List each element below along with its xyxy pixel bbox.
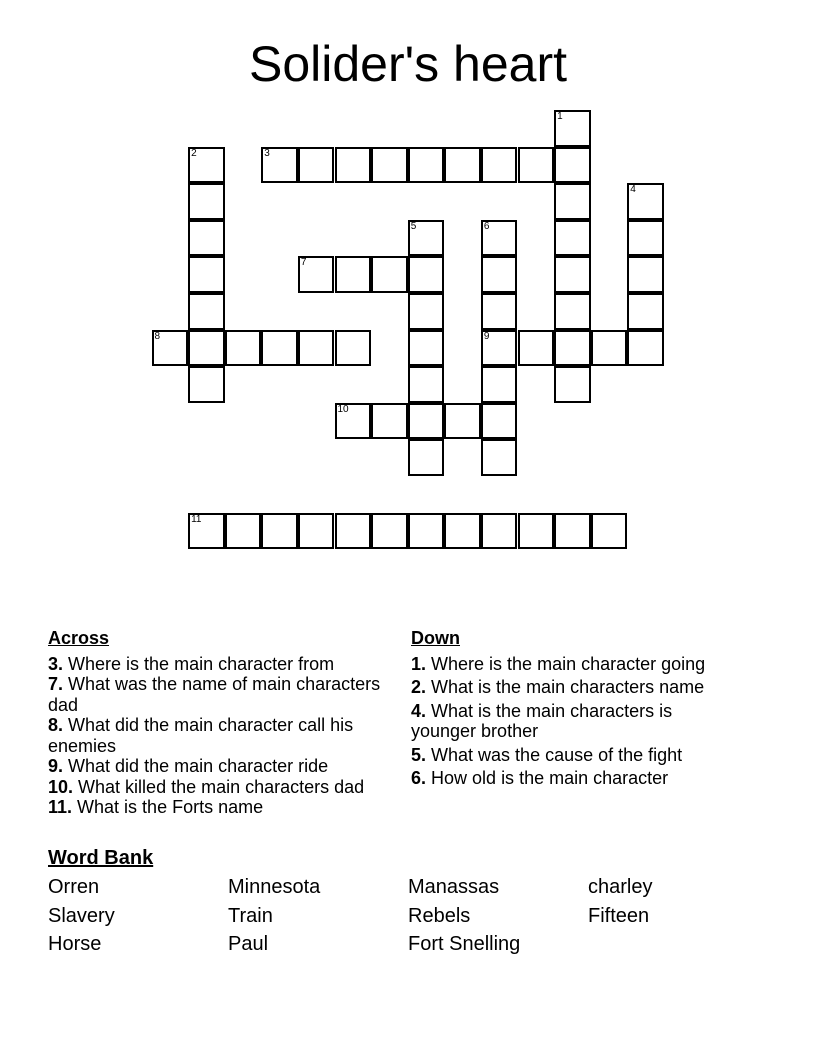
grid-cell[interactable]	[554, 220, 591, 257]
across-clue-3: 3. Where is the main character from	[48, 653, 335, 674]
clue-number: 7	[300, 257, 307, 269]
grid-cell[interactable]	[481, 256, 518, 293]
down-clue-1: 1. Where is the main character going	[411, 653, 706, 674]
clue-number: 6	[483, 220, 490, 232]
word-bank-word: Paul	[228, 933, 269, 955]
grid-cell[interactable]	[188, 147, 225, 184]
grid-cell[interactable]	[518, 330, 555, 367]
grid-cell[interactable]	[627, 220, 664, 257]
word-bank-word: Rebels	[408, 905, 471, 927]
grid-cell[interactable]	[481, 293, 518, 330]
grid-cell[interactable]	[627, 256, 664, 293]
grid-cell[interactable]	[554, 110, 591, 147]
down-clues	[411, 628, 741, 789]
down-heading: Down	[411, 628, 460, 648]
word-bank-word: Manassas	[408, 876, 500, 898]
word-bank-word: Train	[228, 905, 273, 927]
grid-cell[interactable]	[444, 513, 481, 550]
grid-cell[interactable]	[408, 513, 445, 550]
across-heading: Across	[48, 628, 110, 648]
grid-cell[interactable]	[261, 147, 298, 184]
grid-cell[interactable]	[444, 403, 481, 440]
grid-cell[interactable]	[444, 147, 481, 184]
grid-cell[interactable]	[261, 513, 298, 550]
word-bank-word: Slavery	[48, 905, 115, 927]
grid-cell[interactable]	[371, 147, 408, 184]
grid-cell[interactable]	[225, 513, 262, 550]
grid-cell[interactable]	[554, 513, 591, 550]
grid-cell[interactable]	[518, 147, 555, 184]
grid-cell[interactable]	[554, 330, 591, 367]
grid-cell[interactable]	[335, 256, 372, 293]
across-clue-9: 9. What did the main character ride	[48, 756, 329, 776]
grid-cell[interactable]	[188, 293, 225, 330]
puzzle-title: Solider's heart	[248, 36, 568, 92]
clue-number: 9	[483, 330, 490, 342]
clue-number: 5	[410, 220, 417, 232]
grid-cell[interactable]	[554, 366, 591, 403]
across-clue-10: 10. What killed the main characters dad	[48, 776, 365, 797]
grid-cell[interactable]	[481, 220, 518, 257]
word-bank-word: Fifteen	[588, 905, 650, 927]
grid-cell[interactable]	[408, 147, 445, 184]
grid-cell[interactable]	[335, 330, 372, 367]
grid-cell[interactable]	[335, 513, 372, 550]
down-clue-5: 5. What was the cause of the fight	[411, 744, 683, 765]
clue-number: 1	[557, 111, 563, 122]
grid-cell[interactable]	[298, 256, 335, 293]
clue-number: 10	[337, 403, 349, 415]
grid-cell[interactable]	[554, 256, 591, 293]
grid-cell[interactable]	[225, 330, 262, 367]
grid-cell[interactable]	[371, 256, 408, 293]
down-clue-6: 6. How old is the main character	[411, 768, 669, 788]
grid-cell[interactable]	[188, 256, 225, 293]
grid-cell[interactable]	[188, 513, 225, 550]
across-clues	[48, 628, 388, 818]
word-bank-word: charley	[588, 876, 653, 898]
word-bank-word: Minnesota	[228, 876, 321, 898]
grid-cell[interactable]	[408, 256, 445, 293]
grid-cell[interactable]	[591, 330, 628, 367]
grid-cell[interactable]	[481, 403, 518, 440]
grid-cell[interactable]	[627, 183, 664, 220]
grid-cell[interactable]	[481, 366, 518, 403]
clue-number: 3	[264, 147, 270, 159]
grid-cell[interactable]	[152, 330, 189, 367]
grid-cell[interactable]	[481, 513, 518, 550]
grid-cell[interactable]	[298, 330, 335, 367]
grid-cell[interactable]	[335, 403, 372, 440]
grid-cell[interactable]	[298, 147, 335, 184]
grid-cell[interactable]	[408, 330, 445, 367]
clue-number: 2	[191, 147, 197, 159]
grid-cell[interactable]	[627, 330, 664, 367]
word-bank-word: Orren	[48, 876, 100, 898]
word-bank-heading: Word Bank	[48, 847, 154, 869]
grid-cell[interactable]	[591, 513, 628, 550]
grid-cell[interactable]	[188, 330, 225, 367]
grid-cell[interactable]	[371, 513, 408, 550]
grid-cell[interactable]	[408, 366, 445, 403]
grid-cell[interactable]	[554, 147, 591, 184]
grid-cell[interactable]	[408, 403, 445, 440]
grid-cell[interactable]	[188, 183, 225, 220]
grid-cell[interactable]	[481, 330, 518, 367]
grid-cell[interactable]	[335, 147, 372, 184]
grid-cell[interactable]	[627, 293, 664, 330]
clue-number: 8	[154, 330, 161, 342]
grid-cell[interactable]	[481, 147, 518, 184]
grid-cell[interactable]	[408, 439, 445, 476]
down-clue-4: 4. What is the main characters is younger brother	[411, 700, 673, 741]
across-clue-7: 7. What was the name of main characters dad	[48, 674, 381, 715]
grid-cell[interactable]	[371, 403, 408, 440]
across-clue-8: 8. What did the main character call his enemies	[48, 715, 354, 756]
grid-cell[interactable]	[554, 293, 591, 330]
grid-cell[interactable]	[261, 330, 298, 367]
grid-cell[interactable]	[298, 513, 335, 550]
clue-number: 4	[630, 184, 636, 196]
grid-cell[interactable]	[408, 220, 445, 257]
word-bank-word: Fort Snelling	[408, 933, 521, 955]
grid-cell[interactable]	[518, 513, 555, 550]
clue-number: 11	[191, 513, 202, 525]
word-bank-word: Horse	[48, 933, 102, 955]
grid-cell[interactable]	[481, 439, 518, 476]
grid-cell[interactable]	[188, 220, 225, 257]
grid-cell[interactable]	[188, 366, 225, 403]
down-clue-2: 2. What is the main characters name	[411, 677, 705, 697]
grid-cell[interactable]	[408, 293, 445, 330]
grid-cell[interactable]	[554, 183, 591, 220]
across-clue-11: 11. What is the Forts name	[48, 797, 264, 817]
